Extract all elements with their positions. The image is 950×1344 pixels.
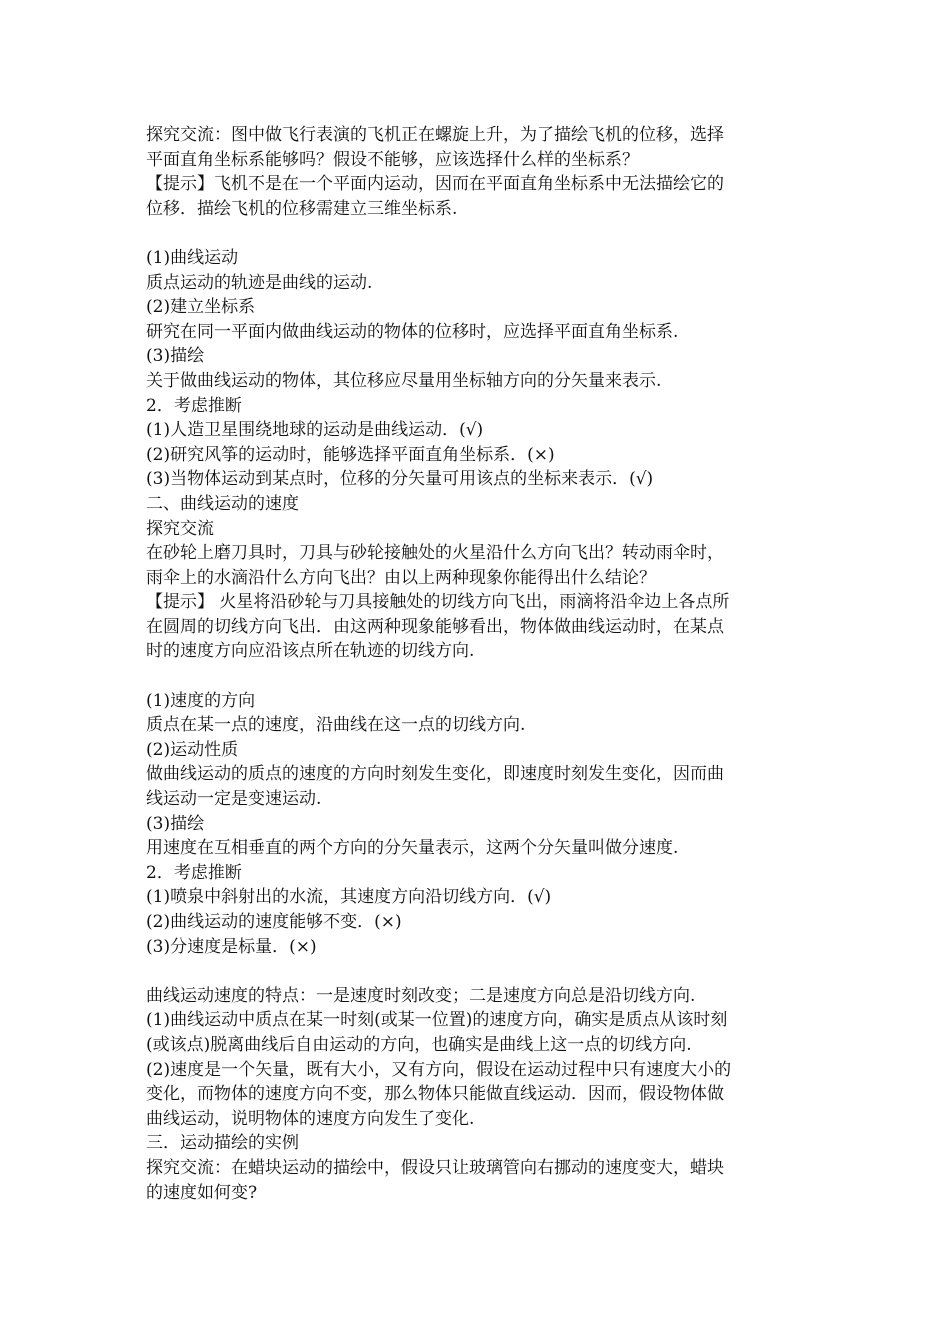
blank-line (146, 221, 806, 246)
text-line: 的速度如何变? (146, 1182, 258, 1203)
text-line: (2)速度是一个矢量，既有大小，又有方向，假设在运动过程中只有速度大小的 (146, 1059, 732, 1080)
text-line: (3)分速度是标量．(×) (146, 936, 317, 957)
text-line: 质点运动的轨迹是曲线的运动. (146, 272, 373, 293)
text-line: (1)曲线运动 (146, 247, 239, 268)
text-line: 在圆周的切线方向飞出．由这两种现象能够看出，物体做曲线运动时，在某点 (146, 616, 724, 637)
text-line: 做曲线运动的质点的速度的方向时刻发生变化，即速度时刻发生变化，因而曲 (146, 764, 724, 785)
text-line: 探究交流 (146, 518, 214, 539)
text-line: 探究交流：在蜡块运动的描绘中，假设只让玻璃管向右挪动的速度变大，蜡块 (146, 1157, 724, 1178)
text-line: (2)建立坐标系 (146, 297, 256, 318)
text-line: 二、曲线运动的速度 (146, 493, 299, 514)
text-line: 2．考虑推断 (146, 862, 242, 883)
text-line: (3)描绘 (146, 346, 205, 367)
text-line: 位移．描绘飞机的位移需建立三维坐标系. (146, 198, 458, 219)
text-line: 用速度在互相垂直的两个方向的分矢量表示，这两个分矢量叫做分速度. (146, 838, 679, 859)
text-line: 2．考虑推断 (146, 395, 242, 416)
text-line: 【提示】 火星将沿砂轮与刀具接触处的切线方向飞出，雨滴将沿伞边上各点所 (146, 592, 730, 613)
text-line: 曲线运动速度的特点：一是速度时刻改变；二是速度方向总是沿切线方向. (146, 985, 696, 1006)
text-line: (1)曲线运动中质点在某一时刻(或某一位置)的速度方向，确实是质点从该时刻 (146, 1010, 728, 1031)
text-line: 线运动一定是变速运动. (146, 789, 322, 810)
text-line: 在砂轮上磨刀具时，刀具与砂轮接触处的火星沿什么方向飞出？转动雨伞时， (146, 543, 724, 564)
text-line: 平面直角坐标系能够吗？假设不能够，应该选择什么样的坐标系？ (146, 149, 639, 170)
text-line: (1)速度的方向 (146, 690, 256, 711)
text-line: (2)曲线运动的速度能够不变．(×) (146, 912, 402, 932)
text-line: 【提示】飞机不是在一个平面内运动，因而在平面直角坐标系中无法描绘它的 (146, 174, 724, 195)
text-line: (1)喷泉中斜射出的水流，其速度方向沿切线方向．(√) (146, 887, 552, 908)
text-line: (或该点)脱离曲线后自由运动的方向，也确实是曲线上这一点的切线方向. (146, 1034, 692, 1055)
text-line: 三．运动描绘的实例 (146, 1133, 299, 1154)
text-line: 研究在同一平面内做曲线运动的物体的位移时，应选择平面直角坐标系. (146, 321, 679, 342)
text-line: 曲线运动，说明物体的速度方向发生了变化. (146, 1108, 475, 1129)
text-line: (1)人造卫星围绕地球的运动是曲线运动．(√) (146, 420, 484, 441)
blank-line (146, 664, 806, 689)
text-line: 变化，而物体的速度方向不变，那么物体只能做直线运动．因而，假设物体做 (146, 1084, 724, 1105)
text-line: 时的速度方向应沿该点所在轨迹的切线方向. (146, 641, 475, 662)
text-line: (3)描绘 (146, 813, 205, 834)
text-line: 探究交流：图中做飞行表演的飞机正在螺旋上升，为了描绘飞机的位移，选择 (146, 125, 724, 145)
text-line: (2)运动性质 (146, 739, 239, 760)
text-line: (3)当物体运动到某点时，位移的分矢量可用该点的坐标来表示．(√) (146, 469, 654, 490)
text-line: 质点在某一点的速度，沿曲线在这一点的切线方向. (146, 715, 526, 736)
document-body (146, 123, 806, 1205)
blank-line (146, 959, 806, 984)
text-line: (2)研究风筝的运动时，能够选择平面直角坐标系．(×) (146, 444, 555, 465)
text-line: 雨伞上的水滴沿什么方向飞出？由以上两种现象你能得出什么结论？ (146, 567, 656, 588)
text-line: 关于做曲线运动的物体，其位移应尽量用坐标轴方向的分矢量来表示. (146, 370, 662, 391)
